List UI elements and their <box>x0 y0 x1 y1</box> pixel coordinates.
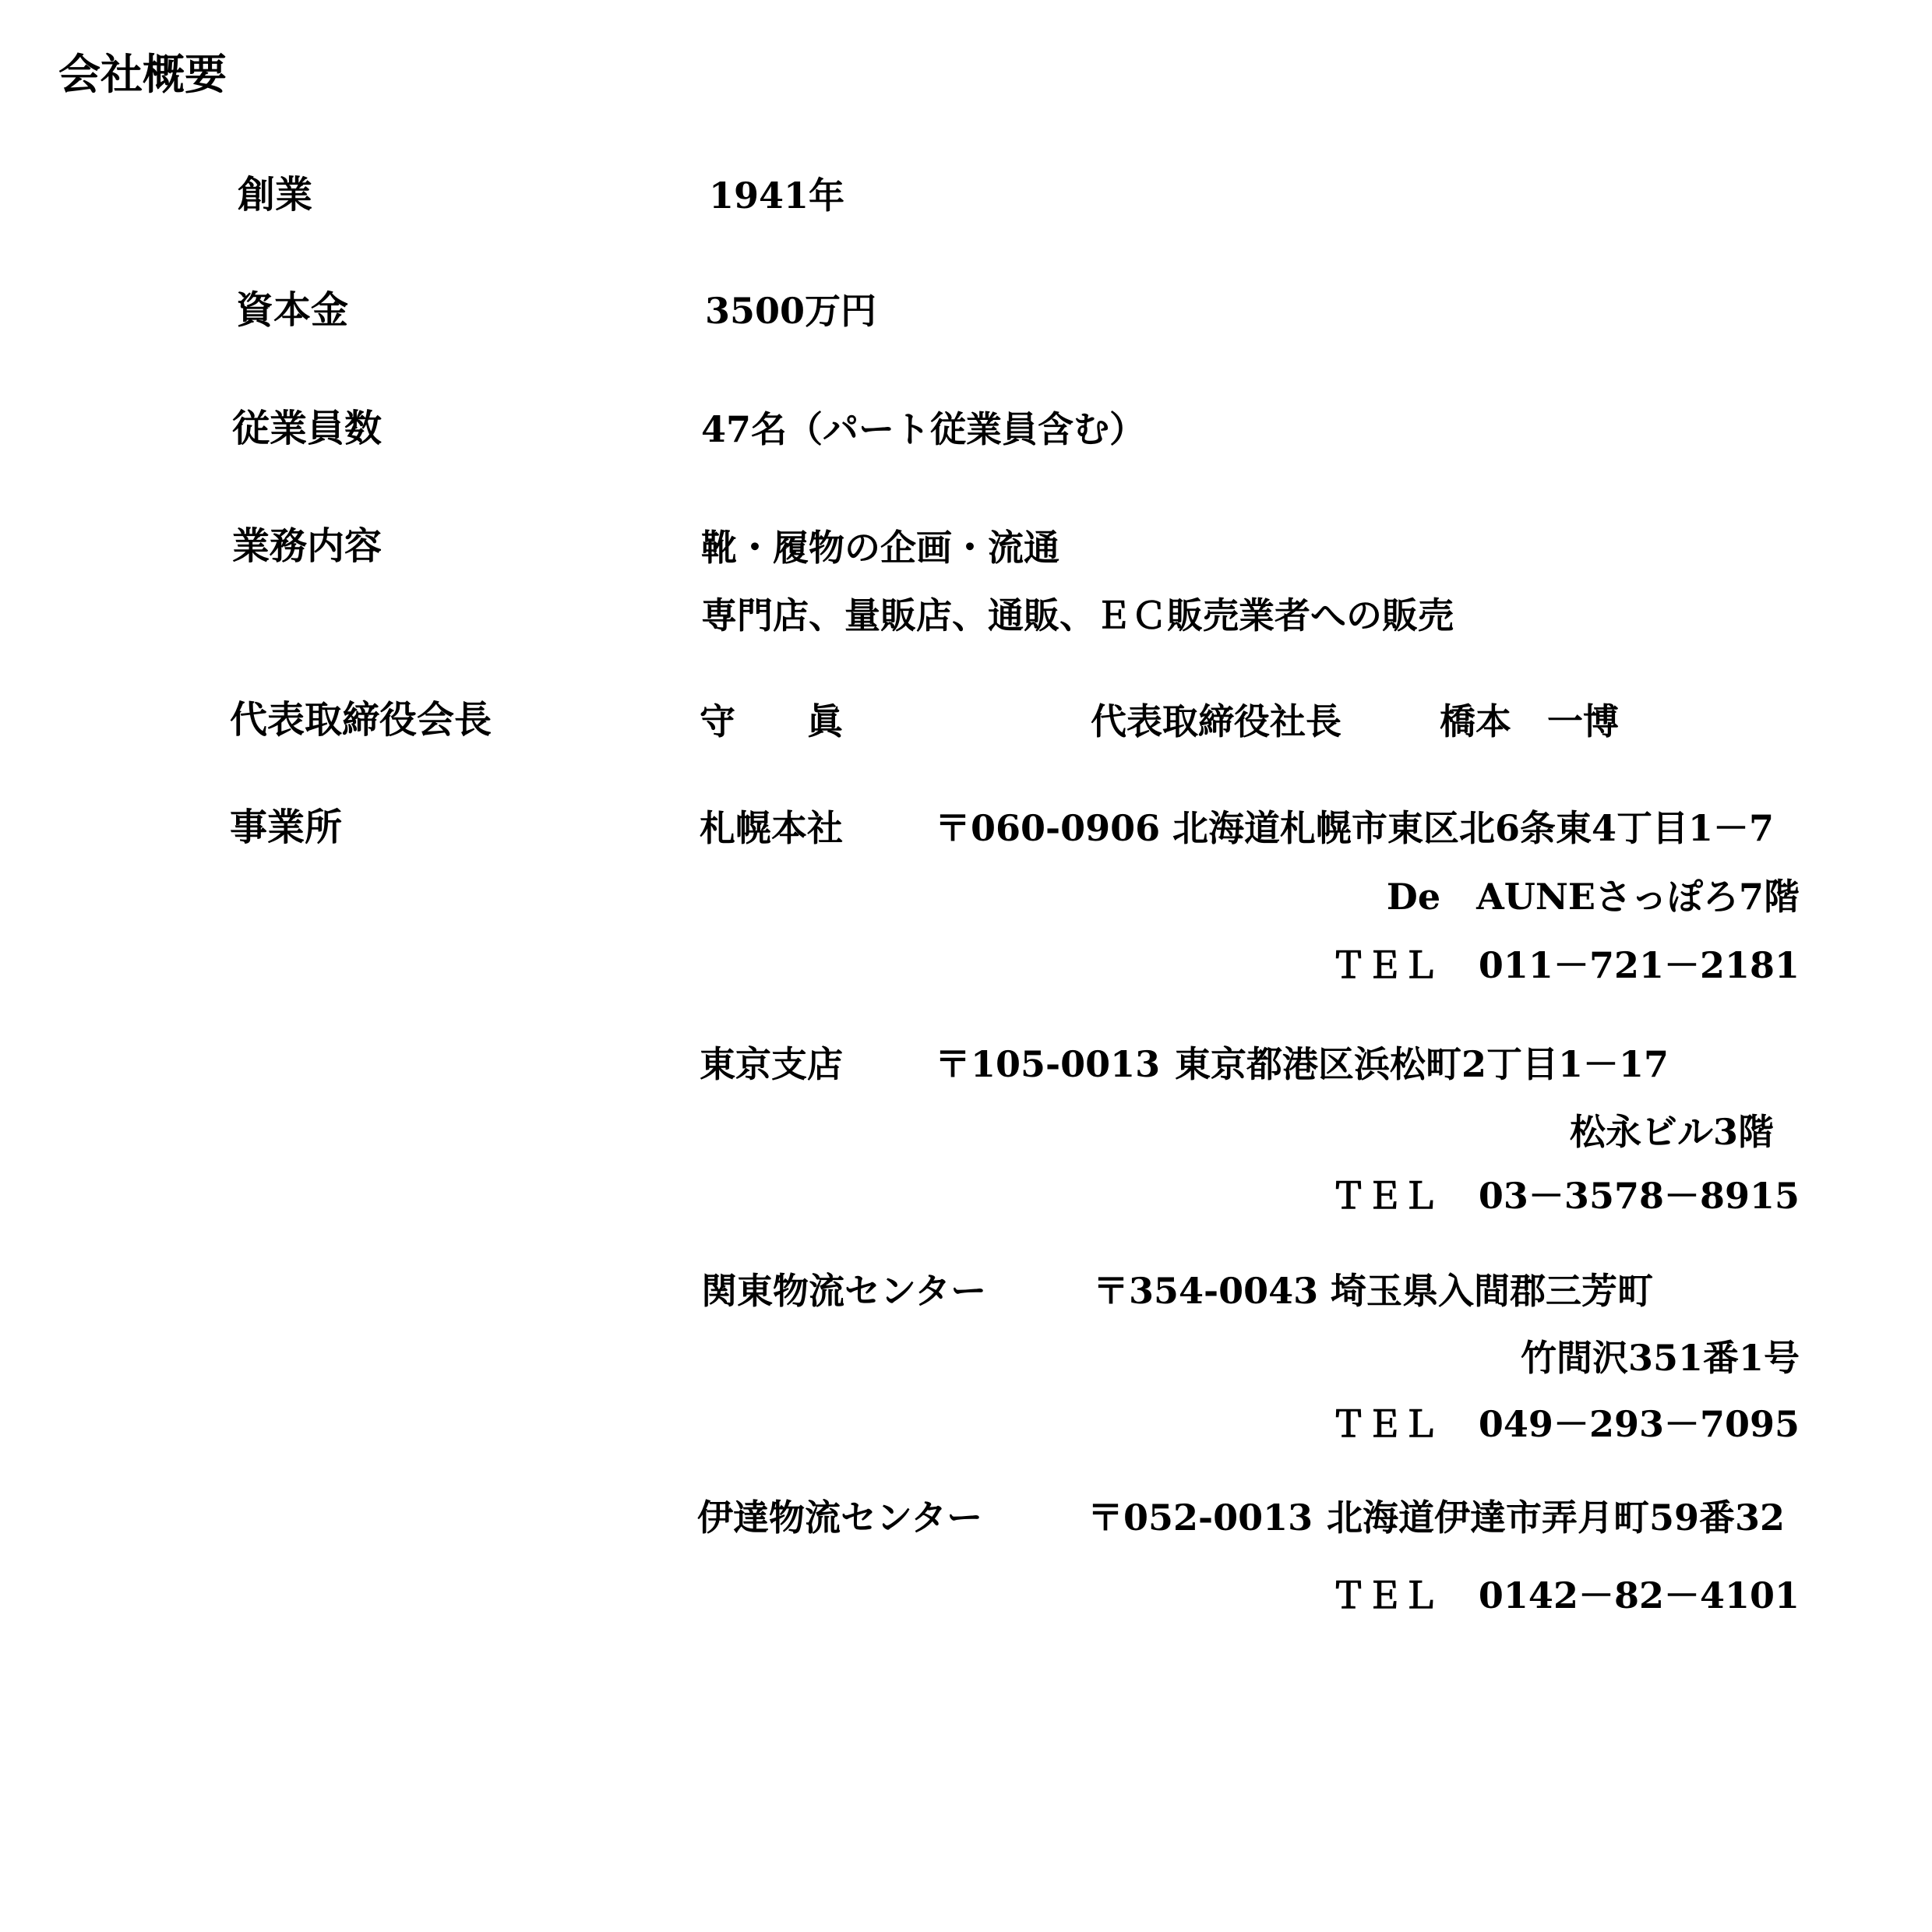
tokyo-office-name: 東京支店 <box>700 1043 843 1085</box>
sapporo-tel: 011－721－2181 <box>1478 944 1800 986</box>
sapporo-office-name: 札幌本社 <box>700 807 843 849</box>
kanto-postal: 〒354-0043 <box>1093 1270 1319 1312</box>
tokyo-address-2: 松永ビル3階 <box>1569 1111 1774 1153</box>
founded-label: 創業 <box>238 173 313 217</box>
date-tel: 0142－82－4101 <box>1478 1574 1800 1616</box>
business-line-1: 靴・履物の企画・流通 <box>701 527 1059 569</box>
kanto-tel-label: ＴＥＬ <box>1331 1403 1438 1445</box>
tokyo-tel-label: ＴＥＬ <box>1331 1175 1438 1217</box>
kanto-address-2: 竹間沢351番1号 <box>1520 1337 1800 1379</box>
kanto-address-1: 埼玉県入間郡三芳町 <box>1331 1270 1653 1312</box>
sapporo-address-2: De AUNEさっぽろ7階 <box>1386 876 1800 918</box>
capital-label: 資本金 <box>236 288 349 332</box>
sapporo-tel-label: ＴＥＬ <box>1331 944 1438 986</box>
capital-value: 3500万円 <box>705 290 877 332</box>
date-center-name: 伊達物流センター <box>697 1497 983 1539</box>
page-title: 会社概要 <box>58 49 227 99</box>
employees-value: 47名（パート従業員含む） <box>701 408 1146 450</box>
chairman-name: 守 眞 <box>700 700 843 742</box>
founded-value: 1941年 <box>709 175 845 217</box>
offices-label: 事業所 <box>230 806 343 849</box>
date-address-1: 北海道伊達市弄月町59番32 <box>1327 1497 1786 1539</box>
president-title: 代表取締役社長 <box>1091 700 1341 742</box>
date-postal: 〒052-0013 <box>1088 1497 1313 1539</box>
kanto-tel: 049－293－7095 <box>1478 1403 1800 1445</box>
date-tel-label: ＴＥＬ <box>1331 1574 1438 1616</box>
business-label: 業務内容 <box>232 524 383 568</box>
tokyo-address-1: 東京都港区浜松町2丁目1－17 <box>1175 1043 1669 1085</box>
chairman-label: 代表取締役会長 <box>230 698 492 742</box>
employees-label: 従業員数 <box>232 407 383 450</box>
sapporo-postal: 〒060-0906 <box>935 807 1161 849</box>
business-line-2: 専門店、量販店、通販、ＥＣ販売業者への販売 <box>701 594 1454 636</box>
president-name: 橋本 一博 <box>1440 700 1619 742</box>
tokyo-postal: 〒105-0013 <box>935 1043 1161 1085</box>
sapporo-address-1: 北海道札幌市東区北6条東4丁目1－7 <box>1172 807 1775 849</box>
tokyo-tel: 03－3578－8915 <box>1478 1175 1800 1217</box>
kanto-center-name: 関東物流センター <box>701 1270 987 1312</box>
